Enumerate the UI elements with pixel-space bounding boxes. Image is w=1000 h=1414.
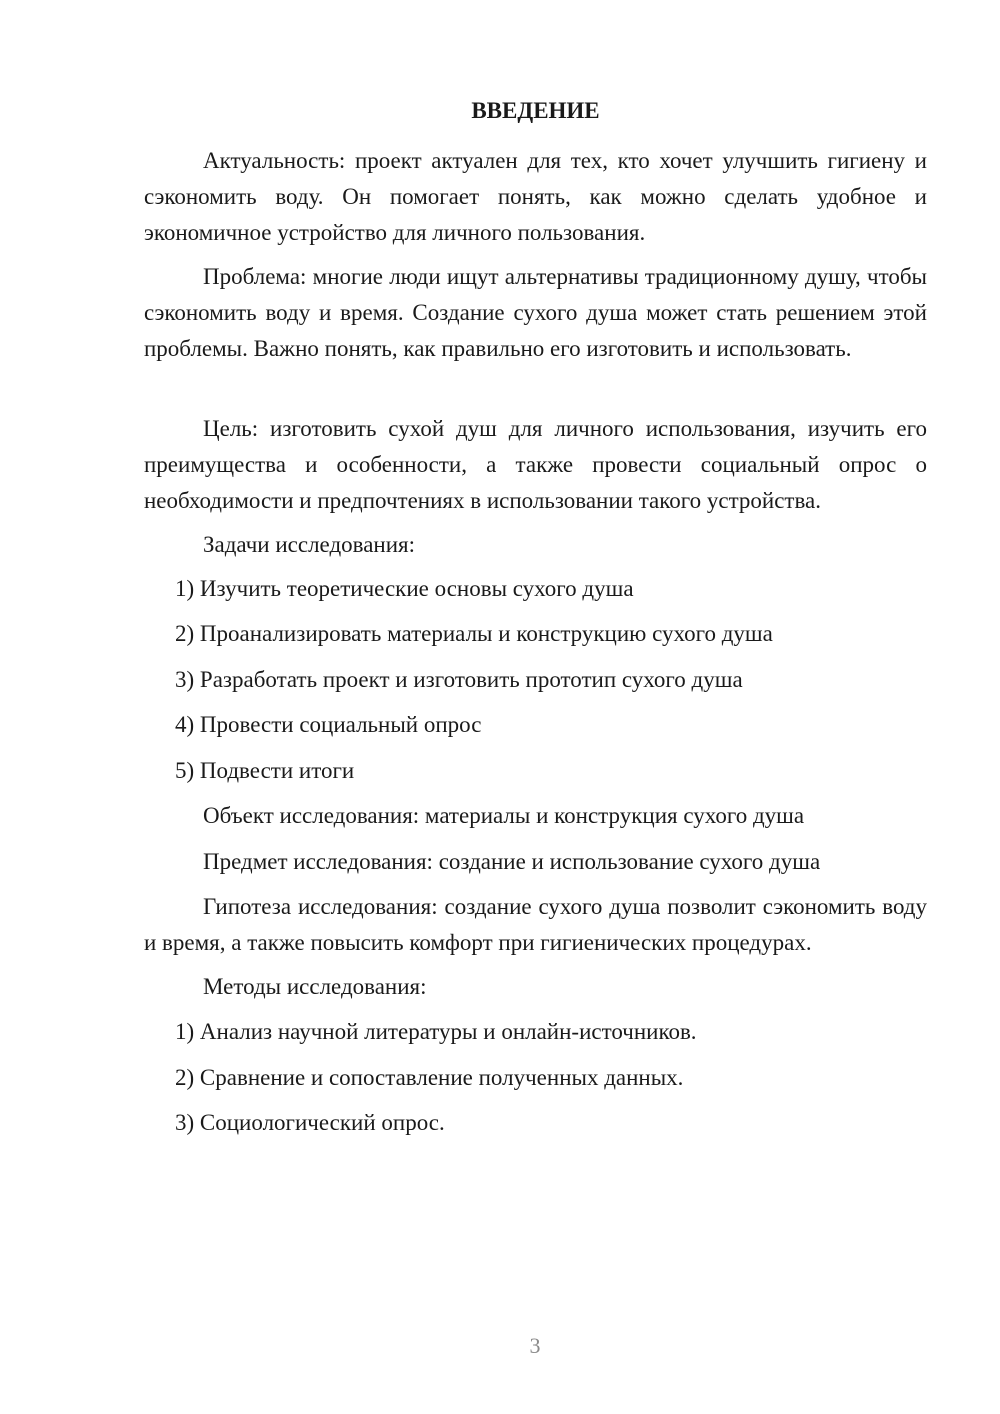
tasks-heading: Задачи исследования:: [203, 532, 416, 557]
goal-paragraph: Цель: изготовить сухой душ для личного использования, изучить его преимущества и особенности, а также провести социальный опрос о необходимости и предпочтениях в использовании такого устройства.: [144, 416, 927, 513]
task-item: 2) Проанализировать материалы и конструкцию сухого душа: [175, 621, 773, 646]
research-object: Объект исследования: материалы и конструкция сухого душа: [203, 803, 805, 828]
method-item: 3) Социологический опрос.: [175, 1110, 445, 1135]
problem-paragraph: Проблема: многие люди ищут альтернативы традиционному душу, чтобы сэкономить воду и время. Создание сухого душа может стать решением этой проблемы. Важно понять, как правильно его изготовить и использовать.: [144, 264, 927, 361]
task-item: 3) Разработать проект и изготовить прототип сухого душа: [175, 667, 743, 692]
task-item: 4) Провести социальный опрос: [175, 712, 482, 737]
method-item: 1) Анализ научной литературы и онлайн-источников.: [175, 1019, 697, 1044]
task-item: 5) Подвести итоги: [175, 758, 355, 783]
page-title: ВВЕДЕНИЕ: [471, 98, 600, 123]
relevance-paragraph: Актуальность: проект актуален для тех, кто хочет улучшить гигиену и сэкономить воду. Он помогает понять, как можно сделать удобное и экономичное устройство для личного пользования.: [144, 148, 927, 245]
task-item: 1) Изучить теоретические основы сухого душа: [175, 576, 634, 601]
methods-heading: Методы исследования:: [203, 974, 427, 999]
method-item: 2) Сравнение и сопоставление полученных данных.: [175, 1065, 684, 1090]
hypothesis-paragraph: Гипотеза исследования: создание сухого душа позволит сэкономить воду и время, а также повысить комфорт при гигиенических процедурах.: [144, 894, 927, 955]
page-number: 3: [529, 1333, 541, 1358]
research-subject: Предмет исследования: создание и использование сухого душа: [203, 849, 821, 874]
